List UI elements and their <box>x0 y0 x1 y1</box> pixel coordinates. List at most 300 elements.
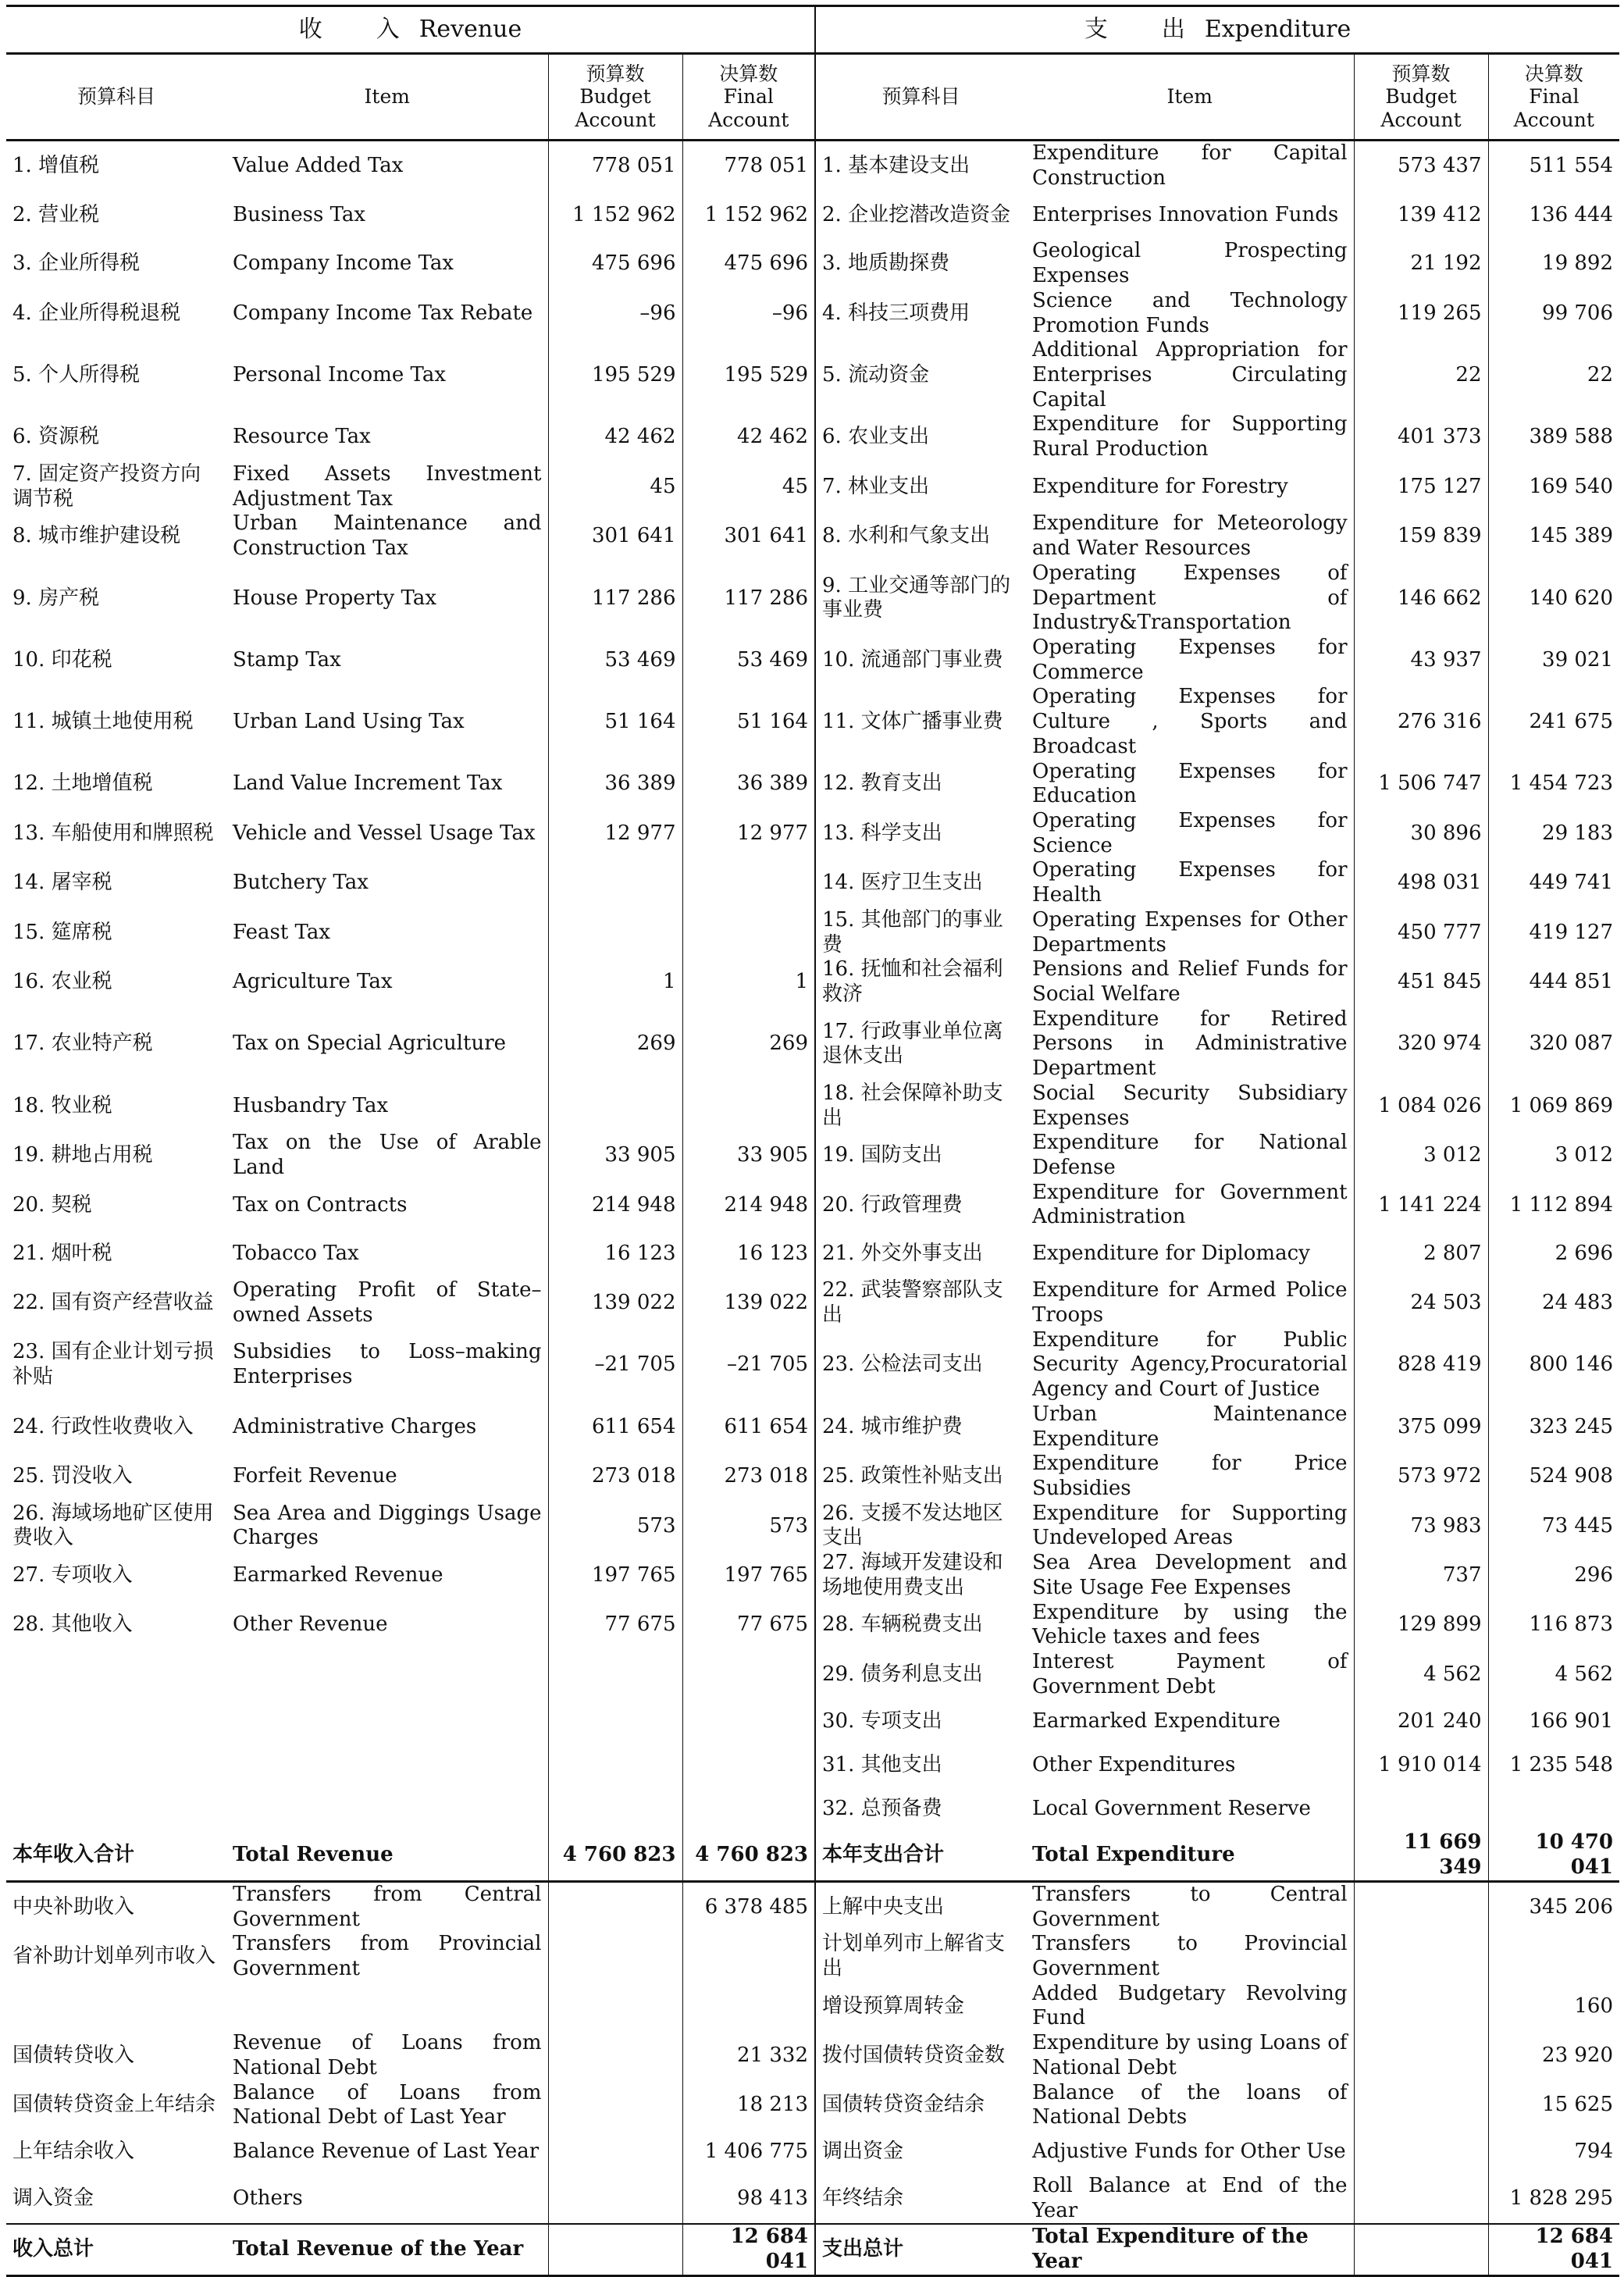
expenditure-final-cell: 1 235 548 <box>1488 1743 1619 1787</box>
revenue-budget-cell: 45 <box>548 462 682 511</box>
revenue-final-cell <box>682 1699 815 1743</box>
expenditure-final-cell: 389 588 <box>1488 412 1619 461</box>
expenditure-grand-en: Total Expenditure of the Year <box>1026 2224 1354 2275</box>
expenditure-final-cell: 296 <box>1488 1551 1619 1600</box>
revenue-final-header <box>682 54 815 141</box>
revenue-final-cell: 18 213 <box>682 2081 815 2130</box>
expenditure-item-cell: Expenditure for Supporting Undeveloped Areas <box>1032 1501 1348 1550</box>
revenue-budget-cell <box>548 908 682 957</box>
revenue-final-cell: 51 164 <box>682 685 815 759</box>
revenue-header-en: Revenue <box>418 15 522 43</box>
expenditure-subject-cell: 21. 外交外事支出 <box>822 1242 983 1266</box>
budget-rows <box>6 141 1619 1831</box>
revenue-subject-cell: 17. 农业特产税 <box>12 1032 153 1056</box>
revenue-total-en: Total Revenue <box>226 1830 548 1881</box>
revenue-item-cell: Other Revenue <box>233 1612 388 1637</box>
expenditure-subject-cell: 调出资金 <box>822 2140 904 2164</box>
year-total-body <box>6 1830 1619 1881</box>
revenue-budget-cell: 475 696 <box>548 239 682 288</box>
revenue-subject-cell <box>6 1743 226 1787</box>
revenue-item-cell: Tax on the Use of Arable Land <box>233 1131 542 1180</box>
revenue-item-cell: Husbandry Tax <box>233 1093 389 1117</box>
table-row <box>6 685 1619 759</box>
table-row <box>6 1402 1619 1452</box>
expenditure-item-cell: Transfers to Central Government <box>1032 1882 1348 1931</box>
expenditure-final-cell: 19 892 <box>1488 239 1619 288</box>
revenue-budget-cell: 573 <box>548 1502 682 1551</box>
revenue-final-cell: 45 <box>682 462 815 511</box>
revenue-item-cell: Land Value Increment Tax <box>233 771 503 796</box>
expenditure-header-en: Expenditure <box>1204 15 1352 43</box>
expenditure-item-cell: Earmarked Expenditure <box>1032 1709 1280 1733</box>
expenditure-item-cell: Science and Technology Promotion Funds <box>1032 288 1348 337</box>
revenue-final-cell: 778 051 <box>682 141 815 191</box>
budget-header-en2: Account <box>575 108 656 131</box>
expenditure-subject-cell: 9. 工业交通等部门的事业费 <box>822 573 1011 622</box>
revenue-subject-cell: 6. 资源税 <box>12 425 100 449</box>
expenditure-subject-cell: 27. 海域开发建设和场地使用费支出 <box>822 1551 1003 1599</box>
revenue-subject-cell: 24. 行政性收费收入 <box>12 1414 194 1438</box>
expenditure-budget-header <box>1354 54 1488 141</box>
expenditure-item-cell: Expenditure by using Loans of National Debt <box>1032 2031 1348 2079</box>
revenue-item-cell: Personal Income Tax <box>233 363 446 387</box>
expenditure-item-cell: Expenditure for Armed Police Troops <box>1032 1278 1348 1327</box>
expenditure-budget-cell: 276 316 <box>1354 685 1488 759</box>
expenditure-budget-cell: 175 127 <box>1354 462 1488 511</box>
table-row <box>6 191 1619 239</box>
revenue-item-cell: Sea Area and Diggings Usage Charges <box>233 1501 542 1550</box>
table-row <box>6 1601 1619 1650</box>
revenue-budget-cell <box>548 1743 682 1787</box>
revenue-item-cell: Resource Tax <box>233 425 371 449</box>
revenue-subject-cell: 15. 筵席税 <box>12 920 112 944</box>
revenue-item-cell: Butchery Tax <box>233 871 369 895</box>
expenditure-budget-cell: 1 141 224 <box>1354 1181 1488 1230</box>
revenue-subject-cell: 中央补助收入 <box>12 1894 135 1919</box>
expenditure-total-en: Total Expenditure <box>1026 1830 1354 1881</box>
revenue-final-cell: 611 654 <box>682 1402 815 1452</box>
revenue-item-cell: Balance of Loans from National Debt of Last Year <box>233 2080 542 2129</box>
revenue-item-cell: Tax on Contracts <box>233 1192 408 1217</box>
expenditure-subject-cell: 30. 专项支出 <box>822 1709 942 1733</box>
expenditure-item-cell: Added Budgetary Revolving Fund <box>1032 1981 1348 2030</box>
year-total-row <box>6 1830 1619 1881</box>
expenditure-subject-cell: 5. 流动资金 <box>822 363 930 387</box>
revenue-item-cell: Balance Revenue of Last Year <box>233 2140 540 2164</box>
expenditure-subject-cell: 32. 总预备费 <box>822 1796 942 1820</box>
expenditure-final-cell: 4 562 <box>1488 1650 1619 1699</box>
expenditure-item-cell: Social Security Subsidiary Expenses <box>1032 1081 1348 1130</box>
expenditure-item-cell: Adjustive Funds for Other Use <box>1032 2140 1346 2164</box>
section-header-row <box>6 6 1619 54</box>
table-row <box>6 462 1619 511</box>
revenue-subject-cell: 21. 烟叶税 <box>12 1242 112 1266</box>
revenue-budget-cell <box>548 858 682 907</box>
revenue-subject-cell: 18. 牧业税 <box>12 1093 112 1117</box>
expenditure-budget-cell <box>1354 1787 1488 1830</box>
table-row <box>6 141 1619 191</box>
revenue-subject-cell: 25. 罚没收入 <box>12 1464 133 1488</box>
expenditure-final-cell: 320 087 <box>1488 1007 1619 1081</box>
revenue-item-cell: Revenue of Loans from National Debt <box>233 2031 542 2079</box>
table-row <box>6 1081 1619 1131</box>
expenditure-subject-cell: 国债转贷资金结余 <box>822 2093 985 2117</box>
revenue-final-cell: 273 018 <box>682 1452 815 1501</box>
revenue-budget-cell <box>548 1881 682 1932</box>
revenue-header-cn: 收 入 <box>298 15 402 43</box>
expenditure-subject-cell: 20. 行政管理费 <box>822 1192 963 1217</box>
revenue-item-cell: Subsidies to Loss–making Enterprises <box>233 1340 542 1389</box>
expenditure-budget-cell <box>1354 2174 1488 2224</box>
expenditure-budget-cell: 4 562 <box>1354 1650 1488 1699</box>
revenue-total-budget: 4 760 823 <box>548 1830 682 1881</box>
revenue-final-cell: 33 905 <box>682 1131 815 1180</box>
expenditure-subject-cell: 11. 文体广播事业费 <box>822 710 1003 734</box>
revenue-budget-cell <box>548 1081 682 1131</box>
revenue-final-cell: 214 948 <box>682 1181 815 1230</box>
revenue-budget-cell <box>548 1699 682 1743</box>
expenditure-final-header <box>1488 54 1619 141</box>
revenue-subject-cell: 3. 企业所得税 <box>12 251 141 276</box>
transfer-row <box>6 2081 1619 2130</box>
table-row <box>6 289 1619 338</box>
expenditure-item-cell: Operating Expenses of Department of Industry&Transportation <box>1032 561 1348 635</box>
expenditure-budget-cell: 573 437 <box>1354 141 1488 191</box>
expenditure-final-cell: 323 245 <box>1488 1402 1619 1452</box>
revenue-subject-cell: 1. 增值税 <box>12 153 100 177</box>
revenue-item-cell: Tax on Special Agriculture <box>233 1032 507 1056</box>
revenue-total-cn: 本年收入合计 <box>6 1830 226 1881</box>
expenditure-final-cell: 24 483 <box>1488 1278 1619 1327</box>
revenue-total-final: 4 760 823 <box>682 1830 815 1881</box>
expenditure-final-cell <box>1488 1787 1619 1830</box>
expenditure-item-cell: Operating Expenses for Education <box>1032 759 1348 808</box>
revenue-item-cell <box>226 1787 548 1830</box>
table-row <box>6 957 1619 1007</box>
revenue-subject-cell: 12. 土地增值税 <box>12 771 153 796</box>
expenditure-final-cell: 29 183 <box>1488 809 1619 858</box>
expenditure-item-cell: Sea Area Development and Site Usage Fee Expenses <box>1032 1551 1348 1599</box>
revenue-budget-cell: 117 286 <box>548 561 682 636</box>
grand-total-row <box>6 2224 1619 2275</box>
revenue-item-cell: Vehicle and Vessel Usage Tax <box>233 821 536 845</box>
expenditure-subject-cell: 29. 债务利息支出 <box>822 1662 983 1686</box>
expenditure-item-cell: Expenditure for Meteorology and Water Resources <box>1032 511 1348 561</box>
revenue-final-cell <box>682 908 815 957</box>
expenditure-subject-cell: 14. 医疗卫生支出 <box>822 871 983 895</box>
expenditure-subject-cell: 7. 林业支出 <box>822 474 930 498</box>
expenditure-budget-cell: 375 099 <box>1354 1402 1488 1452</box>
expenditure-subject-cell: 24. 城市维护费 <box>822 1414 963 1438</box>
expenditure-item-cell: Operating Expenses for Commerce <box>1032 635 1348 684</box>
table-row <box>6 858 1619 907</box>
expenditure-item-cell: Expenditure by using the Vehicle taxes and fees <box>1032 1600 1348 1649</box>
expenditure-total-cn: 本年支出合计 <box>815 1830 1026 1881</box>
revenue-budget-cell: 197 765 <box>548 1551 682 1600</box>
final-header-en1: Final <box>723 85 774 109</box>
expenditure-item-cell: Interest Payment of Government Debt <box>1032 1649 1348 1698</box>
table-row <box>6 1181 1619 1230</box>
expenditure-subject-cell: 31. 其他支出 <box>822 1752 942 1776</box>
expenditure-item-header: Item <box>1026 54 1354 141</box>
revenue-item-cell: Urban Land Using Tax <box>233 710 465 734</box>
revenue-subject-cell: 22. 国有资产经营收益 <box>12 1291 214 1315</box>
revenue-item-cell: Feast Tax <box>233 920 331 944</box>
transfer-row <box>6 2174 1619 2224</box>
expenditure-budget-cell: 1 910 014 <box>1354 1743 1488 1787</box>
transfer-row <box>6 2130 1619 2174</box>
revenue-budget-cell <box>548 2031 682 2080</box>
revenue-subject-cell: 2. 营业税 <box>12 202 100 226</box>
expenditure-subject-cell: 15. 其他部门的事业费 <box>822 907 1003 957</box>
expenditure-subject-cell: 6. 农业支出 <box>822 425 930 449</box>
table-row <box>6 561 1619 636</box>
revenue-budget-cell <box>548 2130 682 2174</box>
table-row <box>6 1699 1619 1743</box>
revenue-budget-cell: 42 462 <box>548 412 682 461</box>
revenue-subject-cell: 23. 国有企业计划亏损补贴 <box>12 1340 214 1389</box>
expenditure-final-cell: 444 851 <box>1488 957 1619 1007</box>
expenditure-final-cell: 73 445 <box>1488 1502 1619 1551</box>
revenue-subject-cell: 国债转贷资金上年结余 <box>12 2093 216 2117</box>
revenue-subject-cell: 14. 屠宰税 <box>12 871 112 895</box>
expenditure-budget-cell: 828 419 <box>1354 1328 1488 1402</box>
expenditure-item-cell: Roll Balance at End of the Year <box>1032 2174 1348 2222</box>
table-row <box>6 809 1619 858</box>
expenditure-final-cell: 241 675 <box>1488 685 1619 759</box>
expenditure-item-cell: Operating Expenses for Culture , Sports and Broadcast <box>1032 685 1348 758</box>
budget-table <box>6 5 1619 2277</box>
expenditure-budget-cell: 450 777 <box>1354 908 1488 957</box>
revenue-budget-cell <box>548 1787 682 1830</box>
revenue-budget-cell <box>548 2081 682 2130</box>
revenue-subject-cell: 10. 印花税 <box>12 647 112 672</box>
transfer-row <box>6 2031 1619 2080</box>
expenditure-budget-cell: 498 031 <box>1354 858 1488 907</box>
revenue-subject-cell: 26. 海域场地矿区使用费收入 <box>12 1501 214 1550</box>
revenue-final-cell: 1 <box>682 957 815 1007</box>
expenditure-final-cell: 1 112 894 <box>1488 1181 1619 1230</box>
expenditure-budget-cell: 573 972 <box>1354 1452 1488 1501</box>
expenditure-budget-cell: 119 265 <box>1354 289 1488 338</box>
revenue-final-cell: 12 977 <box>682 809 815 858</box>
revenue-item-header: Item <box>226 54 548 141</box>
revenue-budget-cell: 77 675 <box>548 1601 682 1650</box>
revenue-item-cell: Business Tax <box>233 202 366 226</box>
revenue-subject-header: 预算科目 <box>6 54 226 141</box>
budget-header-cn: 预算数 <box>586 62 645 85</box>
revenue-final-cell: 1 152 962 <box>682 191 815 239</box>
expenditure-budget-cell: 2 807 <box>1354 1230 1488 1278</box>
revenue-item-cell: House Property Tax <box>233 586 436 610</box>
revenue-item-cell: Urban Maintenance and Construction Tax <box>233 511 542 561</box>
expenditure-item-cell: Expenditure for Retired Persons in Administrative Department <box>1032 1007 1348 1081</box>
expenditure-item-cell: Expenditure for Supporting Rural Production <box>1032 412 1348 461</box>
expenditure-final-cell: 169 540 <box>1488 462 1619 511</box>
revenue-final-cell: –96 <box>682 289 815 338</box>
revenue-subject-cell: 8. 城市维护建设税 <box>12 524 181 548</box>
revenue-subject-cell: 5. 个人所得税 <box>12 363 141 387</box>
table-row <box>6 1278 1619 1327</box>
revenue-subject-cell: 7. 固定资产投资方向调节税 <box>12 461 201 511</box>
revenue-budget-cell <box>548 2174 682 2224</box>
expenditure-final-cell: 15 625 <box>1488 2081 1619 2130</box>
expenditure-budget-cell: 43 937 <box>1354 636 1488 685</box>
expenditure-item-cell: Operating Expenses for Science <box>1032 808 1348 857</box>
revenue-subject-cell: 上年结余收入 <box>12 2140 135 2164</box>
revenue-budget-cell: 195 529 <box>548 338 682 412</box>
expenditure-budget-cell: 159 839 <box>1354 511 1488 561</box>
revenue-budget-cell: 51 164 <box>548 685 682 759</box>
revenue-final-cell: 1 406 775 <box>682 2130 815 2174</box>
expenditure-subject-cell: 计划单列市上解省支出 <box>822 1932 1006 1980</box>
expenditure-item-cell: Additional Appropriation for Enterprises Circulating Capital <box>1032 338 1348 412</box>
revenue-subject-cell: 20. 契税 <box>12 1192 92 1217</box>
expenditure-header-cn: 支 出 <box>1084 15 1188 43</box>
expenditure-item-cell: Enterprises Innovation Funds <box>1032 202 1339 226</box>
revenue-section-header <box>6 6 815 54</box>
expenditure-budget-cell: 129 899 <box>1354 1601 1488 1650</box>
expenditure-final-cell: 22 <box>1488 338 1619 412</box>
table-row <box>6 1452 1619 1501</box>
transfer-rows <box>6 1881 1619 2224</box>
revenue-final-cell: –21 705 <box>682 1328 815 1402</box>
revenue-item-cell: Tobacco Tax <box>233 1242 359 1266</box>
revenue-subject-cell <box>6 1787 226 1830</box>
revenue-budget-cell: 273 018 <box>548 1452 682 1501</box>
revenue-final-cell <box>682 1982 815 2031</box>
revenue-grand-en: Total Revenue of the Year <box>226 2224 548 2275</box>
expenditure-subject-cell: 10. 流通部门事业费 <box>822 647 1003 672</box>
final-header-en1: Final <box>1529 85 1579 109</box>
budget-header-en1: Budget <box>1385 85 1457 109</box>
revenue-budget-cell: 1 <box>548 957 682 1007</box>
revenue-subject-cell: 28. 其他收入 <box>12 1612 133 1637</box>
revenue-budget-cell: 269 <box>548 1007 682 1081</box>
expenditure-subject-cell: 3. 地质勘探费 <box>822 251 950 276</box>
expenditure-item-cell: Expenditure for Capital Construction <box>1032 141 1348 190</box>
expenditure-final-cell: 511 554 <box>1488 141 1619 191</box>
expenditure-final-cell: 345 206 <box>1488 1881 1619 1932</box>
expenditure-final-cell: 145 389 <box>1488 511 1619 561</box>
table-row <box>6 239 1619 288</box>
revenue-item-cell: Operating Profit of State–owned Assets <box>233 1278 542 1327</box>
transfer-row <box>6 1932 1619 1981</box>
expenditure-section-header <box>815 6 1619 54</box>
expenditure-budget-cell: 21 192 <box>1354 239 1488 288</box>
expenditure-budget-cell: 3 012 <box>1354 1131 1488 1180</box>
revenue-budget-cell: 16 123 <box>548 1230 682 1278</box>
expenditure-subject-cell: 拨付国债转贷资金数 <box>822 2044 1006 2068</box>
budget-header-en1: Budget <box>579 85 651 109</box>
revenue-budget-cell <box>548 1650 682 1699</box>
expenditure-subject-cell: 25. 政策性补贴支出 <box>822 1464 1003 1488</box>
expenditure-final-cell: 794 <box>1488 2130 1619 2174</box>
table-row <box>6 1328 1619 1402</box>
expenditure-subject-cell: 23. 公检法司支出 <box>822 1352 983 1377</box>
revenue-budget-cell: 33 905 <box>548 1131 682 1180</box>
revenue-final-cell <box>682 1081 815 1131</box>
revenue-final-cell: 77 675 <box>682 1601 815 1650</box>
revenue-subject-cell: 19. 耕地占用税 <box>12 1143 153 1167</box>
revenue-grand-budget <box>548 2224 682 2275</box>
revenue-subject-cell <box>6 1699 226 1743</box>
expenditure-subject-cell: 13. 科学支出 <box>822 821 942 845</box>
expenditure-budget-cell: 201 240 <box>1354 1699 1488 1743</box>
table-row <box>6 1007 1619 1081</box>
revenue-budget-cell: 1 152 962 <box>548 191 682 239</box>
expenditure-final-cell: 99 706 <box>1488 289 1619 338</box>
revenue-item-cell: Stamp Tax <box>233 647 341 672</box>
revenue-subject-cell: 4. 企业所得税退税 <box>12 301 181 325</box>
revenue-subject-cell: 省补助计划单列市收入 <box>12 1944 216 1969</box>
expenditure-total-budget: 11 669 349 <box>1354 1830 1488 1881</box>
revenue-final-cell: 301 641 <box>682 511 815 561</box>
revenue-final-cell: 573 <box>682 1502 815 1551</box>
revenue-item-cell <box>226 1699 548 1743</box>
revenue-item-cell: Transfers from Central Government <box>233 1882 542 1931</box>
revenue-budget-cell: –96 <box>548 289 682 338</box>
revenue-budget-cell: 214 948 <box>548 1181 682 1230</box>
expenditure-budget-cell <box>1354 1982 1488 2031</box>
revenue-subject-cell: 9. 房产税 <box>12 586 100 610</box>
revenue-item-cell: Fixed Assets Investment Adjustment Tax <box>233 461 542 511</box>
expenditure-final-cell: 800 146 <box>1488 1328 1619 1402</box>
revenue-subject-cell: 16. 农业税 <box>12 970 112 994</box>
expenditure-subject-cell: 4. 科技三项费用 <box>822 301 970 325</box>
expenditure-budget-cell: 73 983 <box>1354 1502 1488 1551</box>
expenditure-budget-cell <box>1354 1932 1488 1981</box>
expenditure-subject-cell: 17. 行政事业单位离退休支出 <box>822 1019 1003 1068</box>
revenue-item-cell: Administrative Charges <box>233 1414 477 1438</box>
expenditure-item-cell: Urban Maintenance Expenditure <box>1032 1402 1348 1451</box>
expenditure-budget-cell: 1 084 026 <box>1354 1081 1488 1131</box>
expenditure-grand-cn: 支出总计 <box>815 2224 1026 2275</box>
revenue-item-cell <box>226 1650 548 1699</box>
expenditure-budget-cell <box>1354 2081 1488 2130</box>
revenue-final-cell: 6 378 485 <box>682 1881 815 1932</box>
revenue-item-cell: Others <box>233 2186 303 2210</box>
expenditure-budget-cell: 451 845 <box>1354 957 1488 1007</box>
expenditure-subject-header: 预算科目 <box>815 54 1026 141</box>
budget-header-en2: Account <box>1380 108 1462 131</box>
revenue-budget-cell <box>548 1982 682 2031</box>
revenue-final-cell: 53 469 <box>682 636 815 685</box>
revenue-final-cell: 21 332 <box>682 2031 815 2080</box>
final-header-en2: Account <box>708 108 789 131</box>
expenditure-budget-cell: 320 974 <box>1354 1007 1488 1081</box>
expenditure-final-cell: 1 069 869 <box>1488 1081 1619 1131</box>
expenditure-budget-cell: 24 503 <box>1354 1278 1488 1327</box>
expenditure-final-cell: 1 454 723 <box>1488 760 1619 809</box>
expenditure-total-final: 10 470 041 <box>1488 1830 1619 1881</box>
final-header-cn: 决算数 <box>1524 62 1583 85</box>
expenditure-final-cell: 116 873 <box>1488 1601 1619 1650</box>
revenue-final-cell <box>682 1743 815 1787</box>
grand-total-body <box>6 2224 1619 2275</box>
expenditure-item-cell: Geological Prospecting Expenses <box>1032 239 1348 288</box>
revenue-final-cell <box>682 1787 815 1830</box>
revenue-subject-cell: 调入资金 <box>12 2186 94 2210</box>
revenue-final-cell: 98 413 <box>682 2174 815 2224</box>
expenditure-item-cell: Pensions and Relief Funds for Social Welfare <box>1032 957 1348 1006</box>
final-header-cn: 决算数 <box>719 62 778 85</box>
expenditure-final-cell <box>1488 1932 1619 1981</box>
expenditure-budget-cell <box>1354 2031 1488 2080</box>
expenditure-budget-cell: 737 <box>1354 1551 1488 1600</box>
expenditure-grand-final: 12 684 041 <box>1488 2224 1619 2275</box>
expenditure-budget-cell: 1 506 747 <box>1354 760 1488 809</box>
